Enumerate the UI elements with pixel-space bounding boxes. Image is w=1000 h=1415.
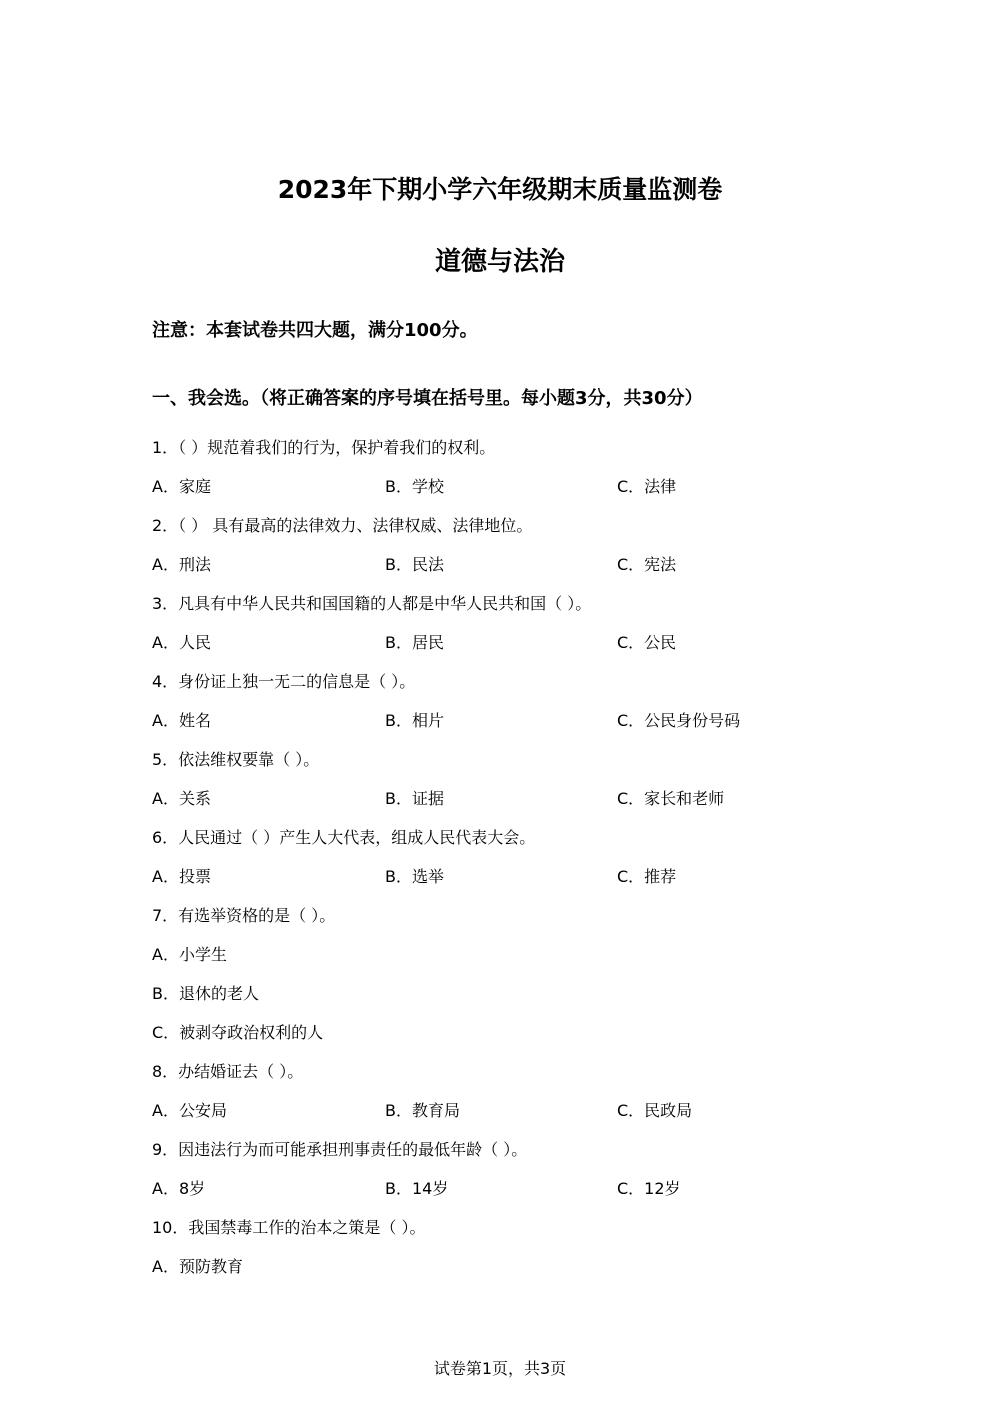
option-b: B．选举 [385,867,444,886]
option-c: C．法律 [617,477,677,496]
question-stem: 3．凡具有中华人民共和国国籍的人都是中华人民共和国（ ）。 [152,594,592,613]
question-stem: 1．（ ）规范着我们的行为，保护着我们的权利。 [152,438,496,457]
option-row [152,709,872,748]
subject-title: 道德与法治 [434,247,565,277]
option-b: B．民法 [385,555,444,574]
page-footer: 试卷第1页，共3页 [433,1359,567,1378]
option-c: C．公民身份号码 [617,711,741,730]
option-b: B．退休的老人 [152,984,259,1003]
option-a: A．关系 [152,789,211,808]
notice-text: 注意：本套试卷共四大题，满分100分。 [152,320,478,341]
option-a: A．家庭 [152,477,211,496]
option-c: C．12岁 [617,1179,681,1198]
option-a: A．投票 [152,867,211,886]
question-stem: 8．办结婚证去（ ）。 [152,1062,304,1081]
question-stem: 7．有选举资格的是（ ）。 [152,906,336,925]
option-a: A．小学生 [152,945,227,964]
option-c: C．宪法 [617,555,677,574]
question-stem: 4．身份证上独一无二的信息是（ ）。 [152,672,416,691]
option-row [152,475,872,514]
option-a: A．预防教育 [152,1257,243,1276]
option-b: B．14岁 [385,1179,449,1198]
option-row [152,1177,872,1216]
option-row [152,553,872,592]
option-a: A．8岁 [152,1179,206,1198]
question-list [152,436,872,1294]
option-b: B．学校 [385,477,444,496]
exam-title: 2023年下期小学六年级期末质量监测卷 [277,175,723,204]
option-row [152,1099,872,1138]
question-stem: 6．人民通过（ ）产生人大代表，组成人民代表大会。 [152,828,536,847]
option-c: C．民政局 [617,1101,693,1120]
option-a: A．公安局 [152,1101,227,1120]
option-c: C．推荐 [617,867,677,886]
option-b: B．教育局 [385,1101,460,1120]
question-stem: 10．我国禁毒工作的治本之策是（ ）。 [152,1218,426,1237]
question-stem: 2．（ ） 具有最高的法律效力、法律权威、法律地位。 [152,516,533,535]
option-c: C．家长和老师 [617,789,725,808]
option-a: A．刑法 [152,555,211,574]
section-heading: 一、我会选。（将正确答案的序号填在括号里。每小题3分，共30分） [152,388,703,409]
option-a: A．姓名 [152,711,211,730]
option-b: B．居民 [385,633,444,652]
option-a: A．人民 [152,633,211,652]
question-stem: 5．依法维权要靠（ ）。 [152,750,320,769]
question-stem: 9．因违法行为而可能承担刑事责任的最低年龄（ ）。 [152,1140,528,1159]
option-row [152,865,872,904]
option-c: C．被剥夺政治权利的人 [152,1023,324,1042]
option-b: B．证据 [385,789,444,808]
option-row [152,631,872,670]
option-b: B．相片 [385,711,444,730]
option-c: C．公民 [617,633,677,652]
option-row [152,787,872,826]
